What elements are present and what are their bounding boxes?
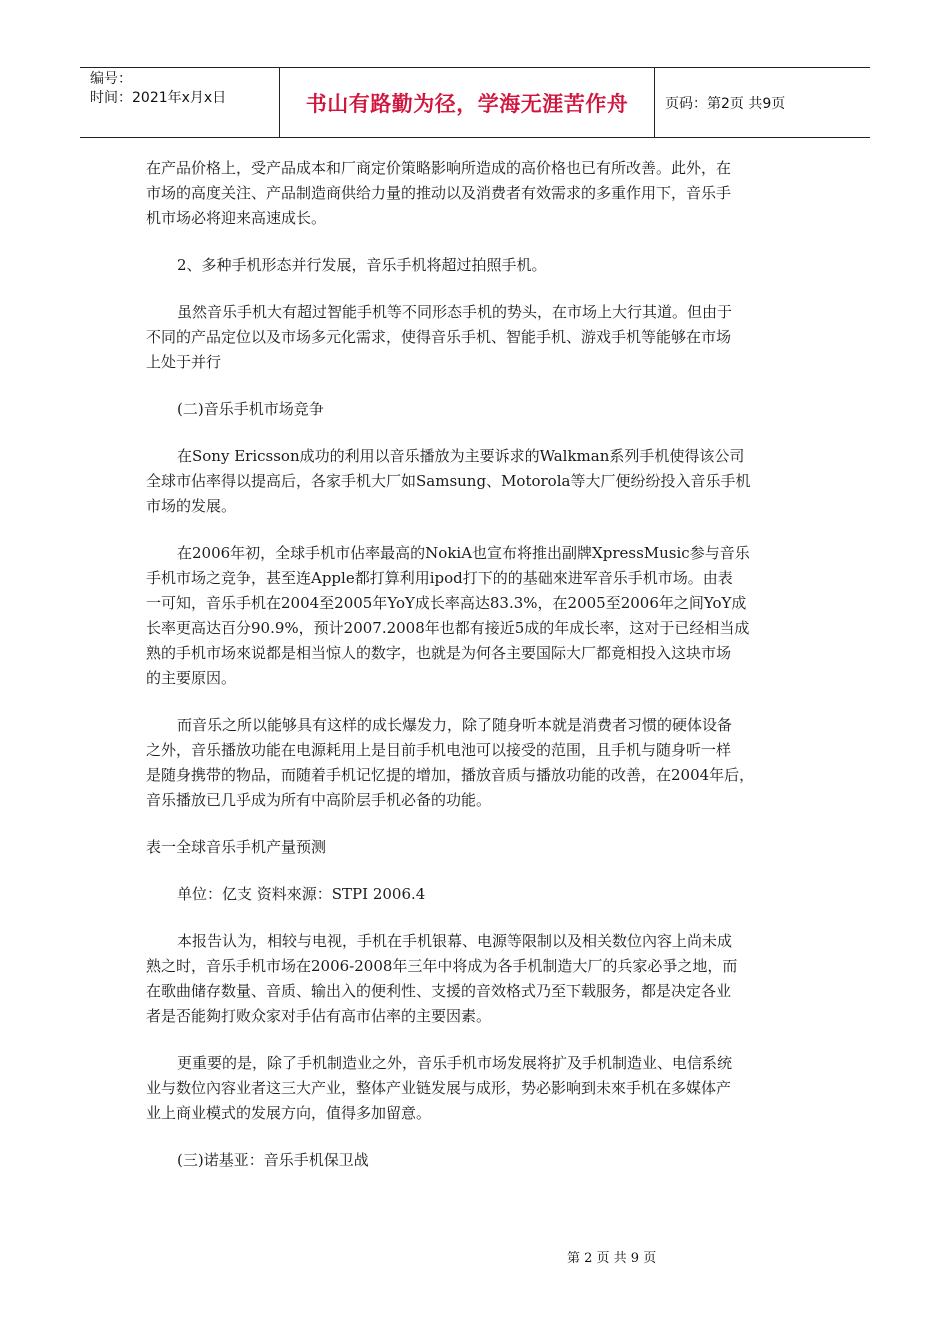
document-body: [146, 156, 808, 1195]
page-header: [80, 67, 870, 138]
header-page-cell: [655, 68, 870, 137]
paragraph-report-view: 本报告认为，相较与电视，手机在手机银幕、电源等限制以及相关数位內容上尚未成 熟之时，音乐手机市场在2006-2008年三年中将成为各手机制造大厂的兵家必爭之地，而 在歌曲储存数量、音质、输出入的便利性、支援的音效格式乃至下载服务，都是决定各业 者是否能夠打败众家对手佔有高市佔率的主要因素。: [146, 932, 738, 1025]
document-number-label: 编号：: [90, 71, 132, 87]
paragraph-nokia-2006: 在2006年初，全球手机市佔率最高的NokiA也宣布将推出副牌XpressMusic参与音乐 手机市场之竞争，甚至连Apple都打算利用ipod打下的的基础來进军音乐手机市场。由表 一可知，音乐手机在2004至2005年YoY成长率高达83.3%，在2005至2006年之间YoY成 长率更高达百分90.9%，预计2007.2008年也都有接近5成的年成长率，这对于已经相当成 熟的手机市场來说都是相当惊人的数字，也就是为何各主要国际大厂都竟相投入这块市场 的主要原因。: [146, 544, 750, 687]
header-page-number: 页码：第2页 共9页: [665, 95, 786, 112]
header-motto: 书山有路勤为径，学海无涯苦作舟: [305, 91, 629, 116]
paragraph-price: 在产品价格上，受产品成本和厂商定价策略影响所造成的高价格也已有所改善。此外，在 市场的高度关注、产品制造商供给力量的推动以及消费者有效需求的多重作用下，音乐手 机市场必将迎来高速成长。: [146, 159, 732, 227]
page-footer: [0, 1247, 950, 1267]
paragraph-point-2: 2、多种手机形态并行发展，音乐手机将超过拍照手机。: [177, 256, 547, 274]
table-unit-source: 单位：亿支 资料來源：STPI 2006.4: [177, 885, 426, 903]
paragraph-industry-chain: 更重要的是，除了手机制造业之外，音乐手机市场发展将扩及手机制造业、电信系统 业与数位內容业者这三大产业，整体产业链发展与成形，势必影响到未來手机在多媒体产 业上商业模式的发展方向，值得多加留意。: [146, 1054, 733, 1122]
section-heading-competition: (二)音乐手机市场竞争: [177, 400, 324, 418]
section-heading-nokia: (三)诺基亚：音乐手机保卫战: [177, 1151, 369, 1169]
paragraph-coexistence: 虽然音乐手机大有超过智能手机等不同形态手机的势头，在市场上大行其道。但由于 不同的产品定位以及市场多元化需求，使得音乐手机、智能手机、游戏手机等能够在市场 上处于并行: [146, 303, 733, 371]
header-meta: [80, 68, 280, 137]
document-time-label: 时间：2021年x月x日: [90, 90, 227, 106]
footer-page-number: 第 2 页 共 9 页: [567, 1251, 657, 1266]
header-motto-cell: [280, 68, 655, 137]
paragraph-growth-reasons: 而音乐之所以能够具有这样的成长爆发力，除了随身听本就是消费者习惯的硬体设备 之外，音乐播放功能在电源耗用上是目前手机电池可以接受的范围，且手机与随身听一样 是随身携带的物品，而随着手机记忆提的增加，播放音质与播放功能的改善，在2004年后， 音乐播放已几乎成为所有中高阶层手机必备的功能。: [146, 716, 755, 809]
paragraph-sony-ericsson: 在Sony Ericsson成功的利用以音乐播放为主要诉求的Walkman系列手机使得该公司 全球市佔率得以提高后，各家手机大厂如Samsung、Motorola等大厂便纷纷投入音乐手机 市场的发展。: [146, 447, 751, 515]
table-caption: 表一全球音乐手机产量预测: [146, 838, 327, 856]
